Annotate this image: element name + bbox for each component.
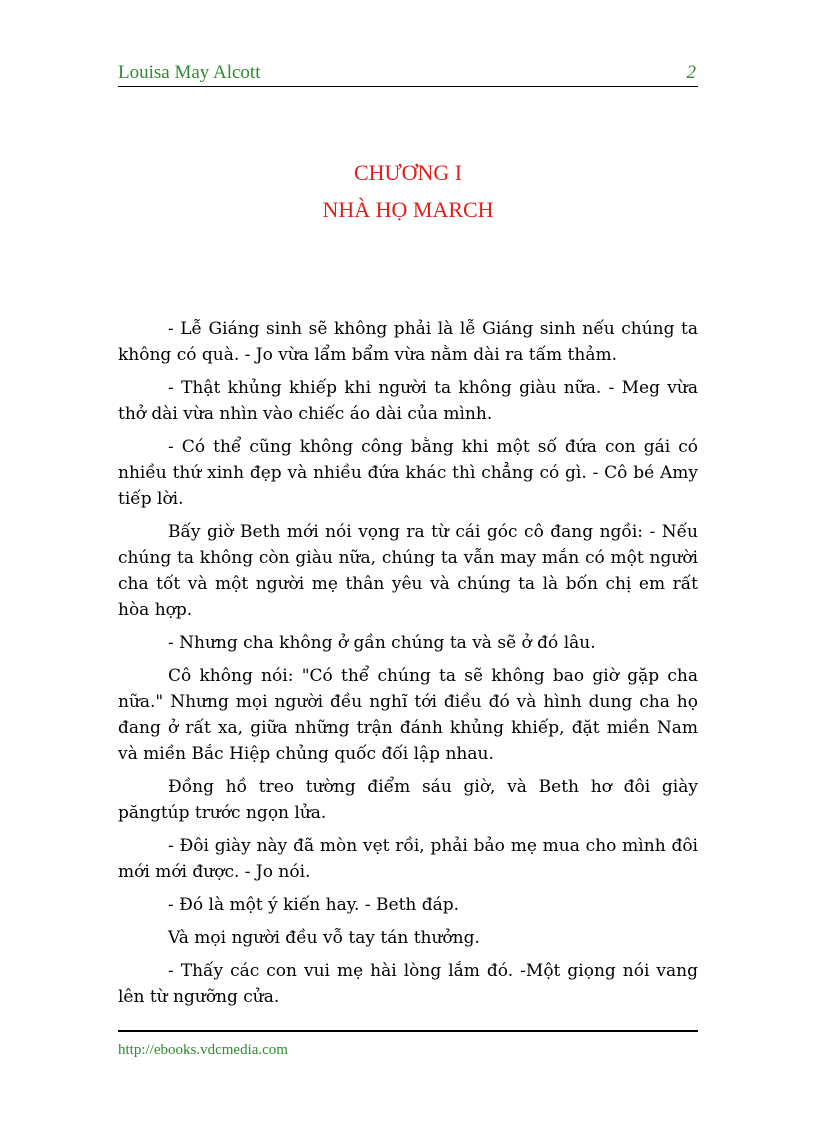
- chapter-number: CHƯƠNG I: [353, 160, 463, 185]
- paragraph: Bấy giờ Beth mới nói vọng ra từ cái góc cô đang ngồi: - Nếu chúng ta không còn giàu nữa, chúng ta vẫn may mắn có một người cha tốt và một người mẹ thân yêu và chúng ta là bốn chị em rất hòa hợp.: [118, 522, 698, 620]
- paragraph: - Đó là một ý kiến hay. - Beth đáp.: [168, 895, 460, 915]
- paragraph: - Lễ Giáng sinh sẽ không phải là lễ Giáng sinh nếu chúng ta không có quà. - Jo vừa lẩm bẩm vừa nằm dài ra tấm thảm.: [118, 319, 698, 365]
- footer-divider: [118, 1030, 698, 1032]
- chapter-title: NHÀ HỌ MARCH: [322, 197, 494, 222]
- paragraph: - Đôi giày này đã mòn vẹt rồi, phải bảo mẹ mua cho mình đôi mới mới được. - Jo nói.: [118, 836, 698, 882]
- paragraph: Đồng hồ treo tường điểm sáu giờ, và Beth hơ đôi giày păngtúp trước ngọn lửa.: [118, 777, 698, 823]
- paragraph: - Nhưng cha không ở gần chúng ta và sẽ ở đó lâu.: [168, 633, 596, 653]
- paragraph: - Có thể cũng không công bằng khi một số đứa con gái có nhiều thứ xinh đẹp và nhiều đứa khác thì chẳng có gì. - Cô bé Amy tiếp lời.: [118, 437, 698, 509]
- body-text: [118, 316, 698, 1017]
- paragraph: - Thật khủng khiếp khi người ta không giàu nữa. - Meg vừa thở dài vừa nhìn vào chiếc áo dài của mình.: [118, 378, 698, 424]
- paragraph: Và mọi người đều vỗ tay tán thưởng.: [168, 928, 480, 948]
- page-header: [118, 60, 698, 87]
- header-author: Louisa May Alcott: [118, 62, 261, 83]
- paragraph: Cô không nói: "Có thể chúng ta sẽ không bao giờ gặp cha nữa." Nhưng mọi người đều nghĩ tới điều đó và hình dung cha họ đang ở rất xa, giữa những trận đánh khủng khiếp, đặt miền Nam và miền Bắc Hiệp chủng quốc đối lập nhau.: [118, 666, 698, 764]
- page-number: 2: [686, 62, 696, 83]
- footer-url-link[interactable]: http://ebooks.vdcmedia.com: [118, 1042, 288, 1058]
- paragraph: - Thấy các con vui mẹ hài lòng lắm đó. -Một giọng nói vang lên từ ngưỡng cửa.: [118, 961, 698, 1007]
